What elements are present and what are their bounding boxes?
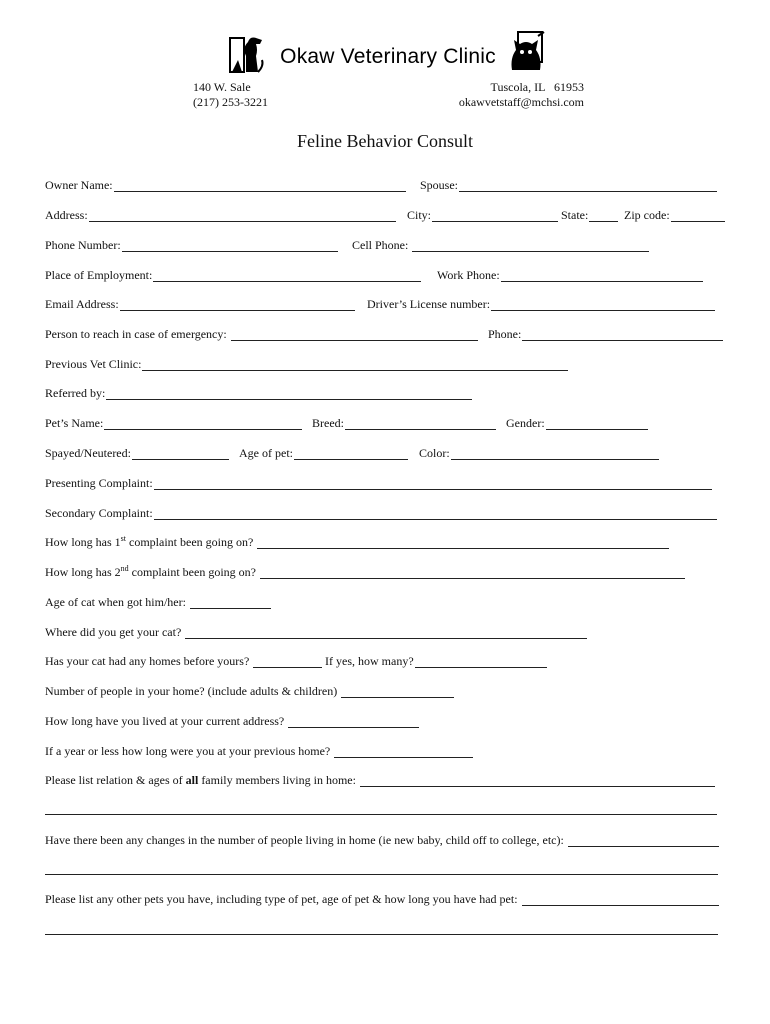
emergency-contact-field[interactable] — [45, 327, 478, 341]
street-address: 140 W. Sale — [193, 80, 251, 94]
referred-by-label: Referred by: — [45, 386, 106, 400]
row-other-pets — [45, 892, 735, 910]
other-pets-label: Please list any other pets you have, including type of pet, age of pet & how long you have had pet: — [45, 892, 521, 906]
row-spayed — [45, 446, 735, 464]
first-complaint-duration-field[interactable] — [45, 535, 669, 549]
row-email — [45, 297, 735, 315]
row-q1 — [45, 535, 735, 553]
address-field[interactable] — [45, 208, 396, 222]
how-many-homes-field[interactable] — [322, 654, 547, 668]
row-address — [45, 208, 735, 226]
presenting-complaint-label: Presenting Complaint: — [45, 476, 153, 490]
employment-label: Place of Employment: — [45, 268, 153, 282]
row-referred — [45, 386, 735, 404]
breed-label: Breed: — [312, 416, 344, 430]
row-emergency — [45, 327, 735, 345]
clinic-address-right — [452, 80, 584, 110]
row-previous-vet — [45, 357, 735, 375]
work-phone-label: Work Phone: — [437, 268, 500, 282]
row-q2 — [45, 565, 735, 583]
row-presenting — [45, 476, 735, 494]
referred-by-field[interactable] — [45, 386, 472, 400]
breed-field[interactable] — [312, 416, 496, 430]
zip-label: Zip code: — [624, 208, 670, 222]
previous-vet-label: Previous Vet Clinic: — [45, 357, 142, 371]
row-changes — [45, 833, 735, 851]
num-people-field[interactable] — [45, 684, 454, 698]
family-members-field[interactable] — [45, 773, 715, 787]
household-changes-field[interactable] — [45, 833, 719, 847]
how-long-lived-field[interactable] — [45, 714, 419, 728]
email-field[interactable] — [45, 297, 355, 311]
clinic-email: okawvetstaff@mchsi.com — [458, 95, 584, 109]
drivers-license-label: Driver’s License number: — [367, 297, 491, 311]
form-title: Feline Behavior Consult — [297, 131, 473, 151]
row-employment — [45, 268, 735, 286]
first-complaint-label: How long has 1st complaint been going on? — [45, 534, 257, 549]
previous-vet-field[interactable] — [45, 357, 568, 371]
emergency-phone-field[interactable] — [488, 327, 723, 341]
row-family-continued — [45, 802, 735, 820]
how-long-lived-label: How long have you lived at your current address? — [45, 714, 288, 728]
city-state-zip: Tuscola, IL 61953 — [490, 80, 584, 94]
presenting-complaint-field[interactable] — [45, 476, 712, 490]
age-when-got-label: Age of cat when got him/her: — [45, 595, 189, 609]
second-complaint-duration-field[interactable] — [45, 565, 685, 579]
color-label: Color: — [419, 446, 450, 460]
city-label: City: — [407, 208, 432, 222]
where-got-field[interactable] — [45, 625, 587, 639]
how-many-homes-label: If yes, how many? — [322, 654, 414, 668]
row-prior-homes — [45, 654, 735, 672]
pet-name-field[interactable] — [45, 416, 302, 430]
email-label: Email Address: — [45, 297, 119, 311]
row-family — [45, 773, 735, 791]
clinic-phone: (217) 253-3221 — [193, 95, 268, 109]
row-where-got — [45, 625, 735, 643]
family-members-line-2[interactable] — [45, 814, 717, 815]
pet-name-label: Pet’s Name: — [45, 416, 104, 430]
num-people-label: Number of people in your home? (include adults & children) — [45, 684, 341, 698]
row-owner — [45, 178, 735, 196]
spayed-neutered-label: Spayed/Neutered: — [45, 446, 131, 460]
spouse-label: Spouse: — [420, 178, 459, 192]
where-got-label: Where did you get your cat? — [45, 625, 185, 639]
secondary-complaint-label: Secondary Complaint: — [45, 506, 153, 520]
cell-phone-field[interactable] — [352, 238, 649, 252]
row-num-people — [45, 684, 735, 702]
age-when-got-field[interactable] — [45, 595, 271, 609]
spayed-neutered-field[interactable] — [45, 446, 229, 460]
spouse-field[interactable] — [420, 178, 717, 192]
owner-name-field[interactable] — [45, 178, 406, 192]
phone-number-field[interactable] — [45, 238, 338, 252]
color-field[interactable] — [419, 446, 659, 460]
drivers-license-field[interactable] — [367, 297, 715, 311]
row-previous-home — [45, 744, 735, 762]
owner-name-label: Owner Name: — [45, 178, 113, 192]
letterhead — [0, 28, 770, 76]
secondary-complaint-field[interactable] — [45, 506, 717, 520]
clinic-name: Okaw Veterinary Clinic — [280, 45, 496, 68]
address-label: Address: — [45, 208, 88, 222]
age-of-pet-label: Age of pet: — [239, 446, 293, 460]
row-phone — [45, 238, 735, 256]
state-field[interactable] — [561, 208, 618, 222]
row-age-got — [45, 595, 735, 613]
age-of-pet-field[interactable] — [239, 446, 408, 460]
family-members-label: Please list relation & ages of all family members living in home: — [45, 773, 359, 787]
prior-homes-field[interactable] — [45, 654, 322, 668]
dog-sitting-icon — [228, 32, 268, 74]
emergency-phone-label: Phone: — [488, 327, 522, 341]
previous-home-label: If a year or less how long were you at your previous home? — [45, 744, 334, 758]
work-phone-field[interactable] — [437, 268, 703, 282]
cell-phone-label: Cell Phone: — [352, 238, 412, 252]
other-pets-line-2[interactable] — [45, 934, 718, 935]
employment-field[interactable] — [45, 268, 421, 282]
household-changes-label: Have there been any changes in the number of people living in home (ie new baby, child off to college, etc): — [45, 833, 567, 847]
city-field[interactable] — [407, 208, 558, 222]
gender-field[interactable] — [506, 416, 648, 430]
row-how-long-lived — [45, 714, 735, 732]
previous-home-field[interactable] — [45, 744, 473, 758]
emergency-contact-label: Person to reach in case of emergency: — [45, 327, 230, 341]
state-label: State: — [561, 208, 589, 222]
zip-field[interactable] — [624, 208, 725, 222]
prior-homes-label: Has your cat had any homes before yours? — [45, 654, 253, 668]
clinic-address-left — [193, 80, 268, 110]
row-other-pets-continued — [45, 922, 735, 940]
row-changes-continued — [45, 862, 735, 880]
phone-number-label: Phone Number: — [45, 238, 121, 252]
gender-label: Gender: — [506, 416, 545, 430]
household-changes-line-2[interactable] — [45, 874, 718, 875]
second-complaint-label: How long has 2nd complaint been going on? — [45, 564, 259, 579]
row-secondary — [45, 506, 735, 524]
cat-portrait-icon — [508, 28, 546, 74]
row-pet — [45, 416, 735, 434]
other-pets-field[interactable] — [45, 892, 719, 906]
